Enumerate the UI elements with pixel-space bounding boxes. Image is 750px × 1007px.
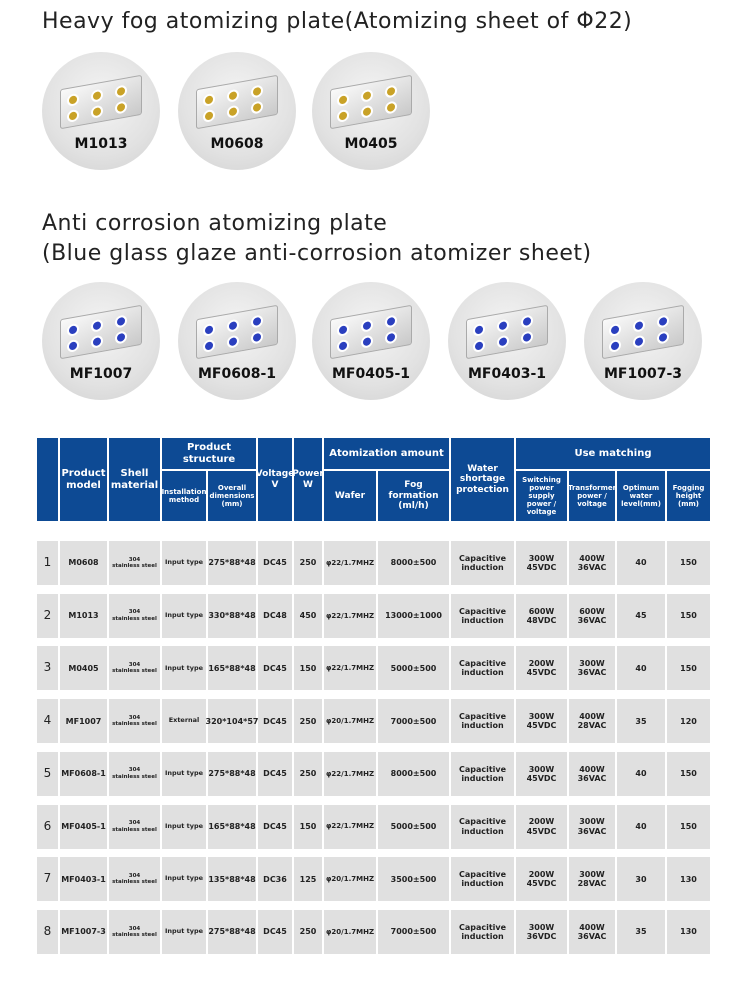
table-cell: MF1007: [60, 699, 107, 743]
atomizer-plate-image: [60, 75, 142, 129]
shell-material-name: stainless steel: [112, 826, 157, 833]
table-cell: 400W 28VAC: [569, 699, 615, 743]
atomizer-plate-image: [330, 75, 412, 129]
shell-material-name: stainless steel: [112, 721, 157, 728]
atomizer-disc-icon: [93, 321, 101, 330]
header-index: [37, 438, 58, 521]
atomizer-disc-icon: [93, 107, 101, 116]
table-cell: 130: [667, 857, 710, 901]
atomizer-disc-icon: [205, 341, 213, 350]
product-image-m1013: [42, 52, 160, 170]
header-water-shortage-protection: Water shortage protection: [451, 438, 514, 521]
table-cell: Capacitive induction: [451, 646, 514, 690]
table-cell: 600W 36VAC: [569, 594, 615, 638]
table-cell: [109, 857, 160, 901]
table-cell: 125: [294, 857, 322, 901]
table-cell: 120: [667, 699, 710, 743]
atomizer-plate-image: [196, 305, 278, 359]
atomizer-disc-icon: [475, 325, 483, 334]
atomizer-disc-icon: [659, 317, 667, 326]
table-cell: DC36: [258, 857, 292, 901]
table-cell: 40: [617, 752, 665, 796]
atomizer-disc-icon: [339, 111, 347, 120]
table-cell: 8: [37, 910, 58, 954]
table-cell: 300W 36VDC: [516, 910, 567, 954]
atomizer-disc-icon: [253, 317, 261, 326]
table-cell: External: [162, 699, 206, 743]
product-image-m0405: [312, 52, 430, 170]
header-overall-dimensions: Overall dimensions (mm): [208, 471, 256, 521]
atomizer-disc-icon: [117, 103, 125, 112]
table-cell: Input type: [162, 752, 206, 796]
product-image-m0608: [178, 52, 296, 170]
product-label: MF0608-1: [197, 366, 276, 382]
table-cell: 450: [294, 594, 322, 638]
table-cell: 150: [667, 594, 710, 638]
table-cell: 400W 36VAC: [569, 541, 615, 585]
table-cell: Input type: [162, 541, 206, 585]
table-cell: φ22/1.7MHZ: [324, 752, 376, 796]
atomizer-disc-icon: [387, 333, 395, 342]
atomizer-disc-icon: [611, 325, 619, 334]
table-cell: Input type: [162, 857, 206, 901]
table-cell: [109, 646, 160, 690]
table-cell: Capacitive induction: [451, 805, 514, 849]
table-cell: φ20/1.7MHZ: [324, 857, 376, 901]
atomizer-disc-icon: [363, 337, 371, 346]
table-cell: 150: [667, 805, 710, 849]
header-atomization-amount: Atomization amount: [324, 438, 449, 469]
product-label: M0608: [210, 136, 264, 152]
table-cell: 135*88*48: [208, 857, 256, 901]
header-voltage: Voltage V: [258, 438, 292, 521]
table-cell: 250: [294, 752, 322, 796]
atomizer-disc-icon: [499, 337, 507, 346]
header-switching-power-supply: Switching power supply power / voltage: [516, 471, 567, 521]
atomizer-disc-icon: [229, 321, 237, 330]
table-cell: 7000±500: [378, 699, 449, 743]
table-cell: M0608: [60, 541, 107, 585]
shell-grade: 304: [128, 609, 141, 616]
table-cell: [109, 699, 160, 743]
atomizer-disc-icon: [69, 111, 77, 120]
table-cell: Capacitive induction: [451, 857, 514, 901]
table-cell: DC45: [258, 910, 292, 954]
header-installation-method: Installation method: [162, 471, 206, 521]
table-cell: 3500±500: [378, 857, 449, 901]
atomizer-disc-icon: [253, 333, 261, 342]
atomizer-disc-icon: [205, 325, 213, 334]
header-power: Power W: [294, 438, 322, 521]
shell-grade: 304: [128, 925, 141, 932]
atomizer-disc-icon: [363, 321, 371, 330]
section-subtitle-anti-corrosion: (Blue glass glaze anti-corrosion atomizer sheet): [42, 241, 592, 266]
atomizer-disc-icon: [523, 317, 531, 326]
shell-grade: 304: [128, 662, 141, 669]
table-cell: DC45: [258, 752, 292, 796]
shell-grade: 304: [128, 872, 141, 879]
table-cell: Capacitive induction: [451, 752, 514, 796]
table-cell: 250: [294, 910, 322, 954]
product-label: MF0403-1: [467, 366, 546, 382]
atomizer-plate-image: [602, 305, 684, 359]
atomizer-disc-icon: [387, 103, 395, 112]
table-cell: 3: [37, 646, 58, 690]
table-cell: Capacitive induction: [451, 910, 514, 954]
product-image-mf0405-1: [312, 282, 430, 400]
table-cell: MF0608-1: [60, 752, 107, 796]
atomizer-disc-icon: [229, 337, 237, 346]
shell-material-name: stainless steel: [112, 931, 157, 938]
table-cell: Capacitive induction: [451, 594, 514, 638]
table-cell: DC45: [258, 805, 292, 849]
table-cell: 7: [37, 857, 58, 901]
table-cell: Capacitive induction: [451, 699, 514, 743]
table-cell: 8000±500: [378, 752, 449, 796]
table-cell: Capacitive induction: [451, 541, 514, 585]
table-cell: 6: [37, 805, 58, 849]
table-cell: 165*88*48: [208, 646, 256, 690]
table-cell: 40: [617, 805, 665, 849]
atomizer-disc-icon: [363, 91, 371, 100]
table-cell: 130: [667, 910, 710, 954]
shell-grade: 304: [128, 820, 141, 827]
table-cell: 200W 45VDC: [516, 857, 567, 901]
table-cell: 35: [617, 910, 665, 954]
atomizer-disc-icon: [117, 317, 125, 326]
table-cell: Input type: [162, 646, 206, 690]
header-product-model: Product model: [60, 438, 107, 521]
atomizer-disc-icon: [363, 107, 371, 116]
header-shell-material: Shell material: [109, 438, 160, 521]
table-cell: φ22/1.7MHZ: [324, 805, 376, 849]
product-image-mf0403-1: [448, 282, 566, 400]
table-cell: 150: [667, 541, 710, 585]
table-cell: φ20/1.7MHZ: [324, 699, 376, 743]
table-cell: 8000±500: [378, 541, 449, 585]
table-cell: 40: [617, 646, 665, 690]
table-cell: 250: [294, 541, 322, 585]
table-cell: M0405: [60, 646, 107, 690]
atomizer-disc-icon: [69, 95, 77, 104]
table-cell: DC48: [258, 594, 292, 638]
table-cell: 150: [667, 752, 710, 796]
shell-material-name: stainless steel: [112, 563, 157, 569]
atomizer-plate-image: [466, 305, 548, 359]
table-cell: 275*88*48: [208, 752, 256, 796]
atomizer-disc-icon: [69, 325, 77, 334]
table-cell: 35: [617, 699, 665, 743]
table-cell: 250: [294, 699, 322, 743]
atomizer-disc-icon: [117, 333, 125, 342]
atomizer-disc-icon: [69, 341, 77, 350]
table-cell: 300W 45VDC: [516, 541, 567, 585]
atomizer-disc-icon: [229, 91, 237, 100]
atomizer-disc-icon: [635, 337, 643, 346]
atomizer-disc-icon: [93, 91, 101, 100]
table-cell: 400W 36VAC: [569, 752, 615, 796]
table-cell: 330*88*48: [208, 594, 256, 638]
header-wafer: Wafer: [324, 471, 376, 521]
table-cell: 200W 45VDC: [516, 646, 567, 690]
header-fog-formation: Fog formation (ml/h): [378, 471, 449, 521]
header-use-matching: Use matching: [516, 438, 710, 469]
table-cell: φ20/1.7MHZ: [324, 910, 376, 954]
table-cell: M1013: [60, 594, 107, 638]
table-cell: [109, 594, 160, 638]
shell-material-name: stainless steel: [112, 615, 157, 622]
table-cell: Input type: [162, 805, 206, 849]
atomizer-plate-image: [196, 75, 278, 129]
table-cell: 4: [37, 699, 58, 743]
table-cell: 30: [617, 857, 665, 901]
shell-grade: 304: [128, 714, 141, 721]
table-cell: 300W 36VAC: [569, 805, 615, 849]
table-cell: 275*88*48: [208, 541, 256, 585]
atomizer-disc-icon: [523, 333, 531, 342]
header-transformer: Transformer power / voltage: [569, 471, 615, 521]
product-image-mf1007: [42, 282, 160, 400]
atomizer-disc-icon: [205, 111, 213, 120]
table-cell: 150: [294, 646, 322, 690]
table-cell: [109, 752, 160, 796]
product-label: M1013: [74, 136, 128, 152]
atomizer-disc-icon: [475, 341, 483, 350]
table-cell: DC45: [258, 699, 292, 743]
table-cell: 300W 28VAC: [569, 857, 615, 901]
shell-grade: 304: [128, 556, 141, 563]
product-label: MF0405-1: [331, 366, 410, 382]
atomizer-disc-icon: [339, 325, 347, 334]
table-cell: Input type: [162, 594, 206, 638]
table-cell: MF0405-1: [60, 805, 107, 849]
shell-material-name: stainless steel: [112, 668, 157, 675]
atomizer-disc-icon: [339, 95, 347, 104]
table-cell: φ22/1.7MHZ: [324, 594, 376, 638]
section-title-anti-corrosion: Anti corrosion atomizing plate: [42, 211, 388, 236]
table-cell: MF0403-1: [60, 857, 107, 901]
atomizer-disc-icon: [659, 333, 667, 342]
atomizer-disc-icon: [253, 103, 261, 112]
atomizer-disc-icon: [635, 321, 643, 330]
table-cell: 600W 48VDC: [516, 594, 567, 638]
table-cell: 13000±1000: [378, 594, 449, 638]
table-cell: [109, 910, 160, 954]
atomizer-plate-image: [330, 305, 412, 359]
table-cell: DC45: [258, 541, 292, 585]
atomizer-disc-icon: [229, 107, 237, 116]
table-cell: 5: [37, 752, 58, 796]
atomizer-disc-icon: [339, 341, 347, 350]
table-cell: 165*88*48: [208, 805, 256, 849]
table-cell: 40: [617, 541, 665, 585]
table-cell: 5000±500: [378, 805, 449, 849]
section-title-heavy-fog: Heavy fog atomizing plate(Atomizing sheet of Φ22): [42, 9, 633, 34]
table-cell: DC45: [258, 646, 292, 690]
shell-material-name: stainless steel: [112, 773, 157, 780]
table-cell: MF1007-3: [60, 910, 107, 954]
product-label: MF1007: [69, 366, 133, 382]
table-cell: [109, 805, 160, 849]
atomizer-disc-icon: [205, 95, 213, 104]
table-cell: 300W 45VDC: [516, 752, 567, 796]
header-optimum-water-level: Optimum water level(mm): [617, 471, 665, 521]
product-image-mf0608-1: [178, 282, 296, 400]
atomizer-disc-icon: [117, 87, 125, 96]
atomizer-disc-icon: [253, 87, 261, 96]
shell-material-name: stainless steel: [112, 879, 157, 886]
atomizer-plate-image: [60, 305, 142, 359]
table-cell: 320*104*57: [208, 699, 256, 743]
table-cell: 400W 36VAC: [569, 910, 615, 954]
table-cell: 45: [617, 594, 665, 638]
atomizer-disc-icon: [387, 317, 395, 326]
product-label: M0405: [344, 136, 398, 152]
shell-grade: 304: [128, 767, 141, 774]
table-cell: Input type: [162, 910, 206, 954]
table-cell: φ22/1.7MHZ: [324, 646, 376, 690]
atomizer-disc-icon: [499, 321, 507, 330]
table-cell: φ22/1.7MHZ: [324, 541, 376, 585]
header-product-structure: Product structure: [162, 438, 256, 469]
atomizer-disc-icon: [387, 87, 395, 96]
table-cell: 150: [667, 646, 710, 690]
table-cell: 300W 45VDC: [516, 699, 567, 743]
atomizer-disc-icon: [611, 341, 619, 350]
table-cell: 7000±500: [378, 910, 449, 954]
table-cell: [109, 541, 160, 585]
product-image-mf1007-3: [584, 282, 702, 400]
table-cell: 2: [37, 594, 58, 638]
table-cell: 1: [37, 541, 58, 585]
atomizer-disc-icon: [93, 337, 101, 346]
table-cell: 5000±500: [378, 646, 449, 690]
header-fogging-height: Fogging height (mm): [667, 471, 710, 521]
table-cell: 200W 45VDC: [516, 805, 567, 849]
product-label: MF1007-3: [603, 366, 682, 382]
table-cell: 150: [294, 805, 322, 849]
table-cell: 275*88*48: [208, 910, 256, 954]
table-cell: 300W 36VAC: [569, 646, 615, 690]
